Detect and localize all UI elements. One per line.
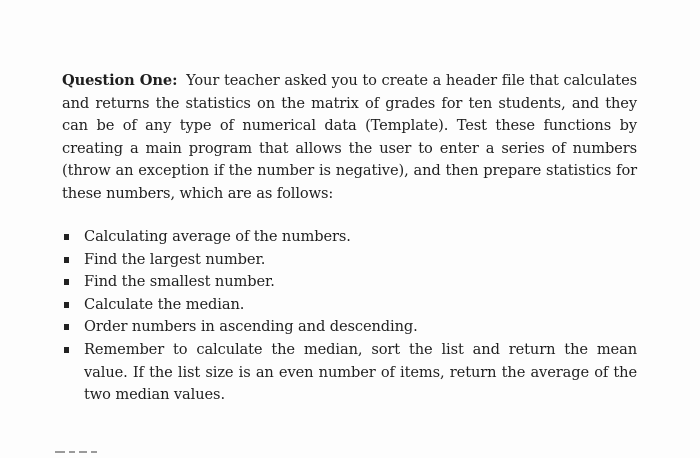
list-item-text: Remember to calculate the median, sort the list and return the mean value. If the list size is an even number of items, return the average of the two median values. xyxy=(84,340,637,404)
list-item-text: Find the smallest number. xyxy=(84,273,275,291)
list-item xyxy=(62,249,637,272)
bullet-icon xyxy=(64,257,69,263)
bullet-icon xyxy=(64,234,69,240)
cropped-text-fragment xyxy=(55,448,99,458)
question-body: Your teacher asked you to create a header file that calculates and returns the statistics on the matrix of grades for ten students, and they can be of any type of numerical data (Template). Test these functions by creating a main program that allows the user to enter a series of numbers (throw an exception if the number is negative), and then prepare statistics for these numbers, which are as follows: xyxy=(62,72,637,202)
list-item-text: Calculate the median. xyxy=(84,295,245,313)
list-item-text: Order numbers in ascending and descending. xyxy=(84,318,418,336)
bullet-icon xyxy=(64,302,69,308)
list-item xyxy=(62,271,637,294)
bullet-icon xyxy=(64,347,69,353)
requirements-list xyxy=(62,226,637,407)
question-paragraph xyxy=(62,70,637,206)
list-item xyxy=(62,294,637,317)
question-heading: Question One: xyxy=(62,72,178,89)
list-item-text: Calculating average of the numbers. xyxy=(84,228,351,245)
list-item xyxy=(62,226,637,249)
list-item-text: Find the largest number. xyxy=(84,250,266,268)
bullet-icon xyxy=(64,324,69,330)
list-item xyxy=(62,316,637,339)
list-item xyxy=(62,339,637,407)
bullet-icon xyxy=(64,279,69,285)
